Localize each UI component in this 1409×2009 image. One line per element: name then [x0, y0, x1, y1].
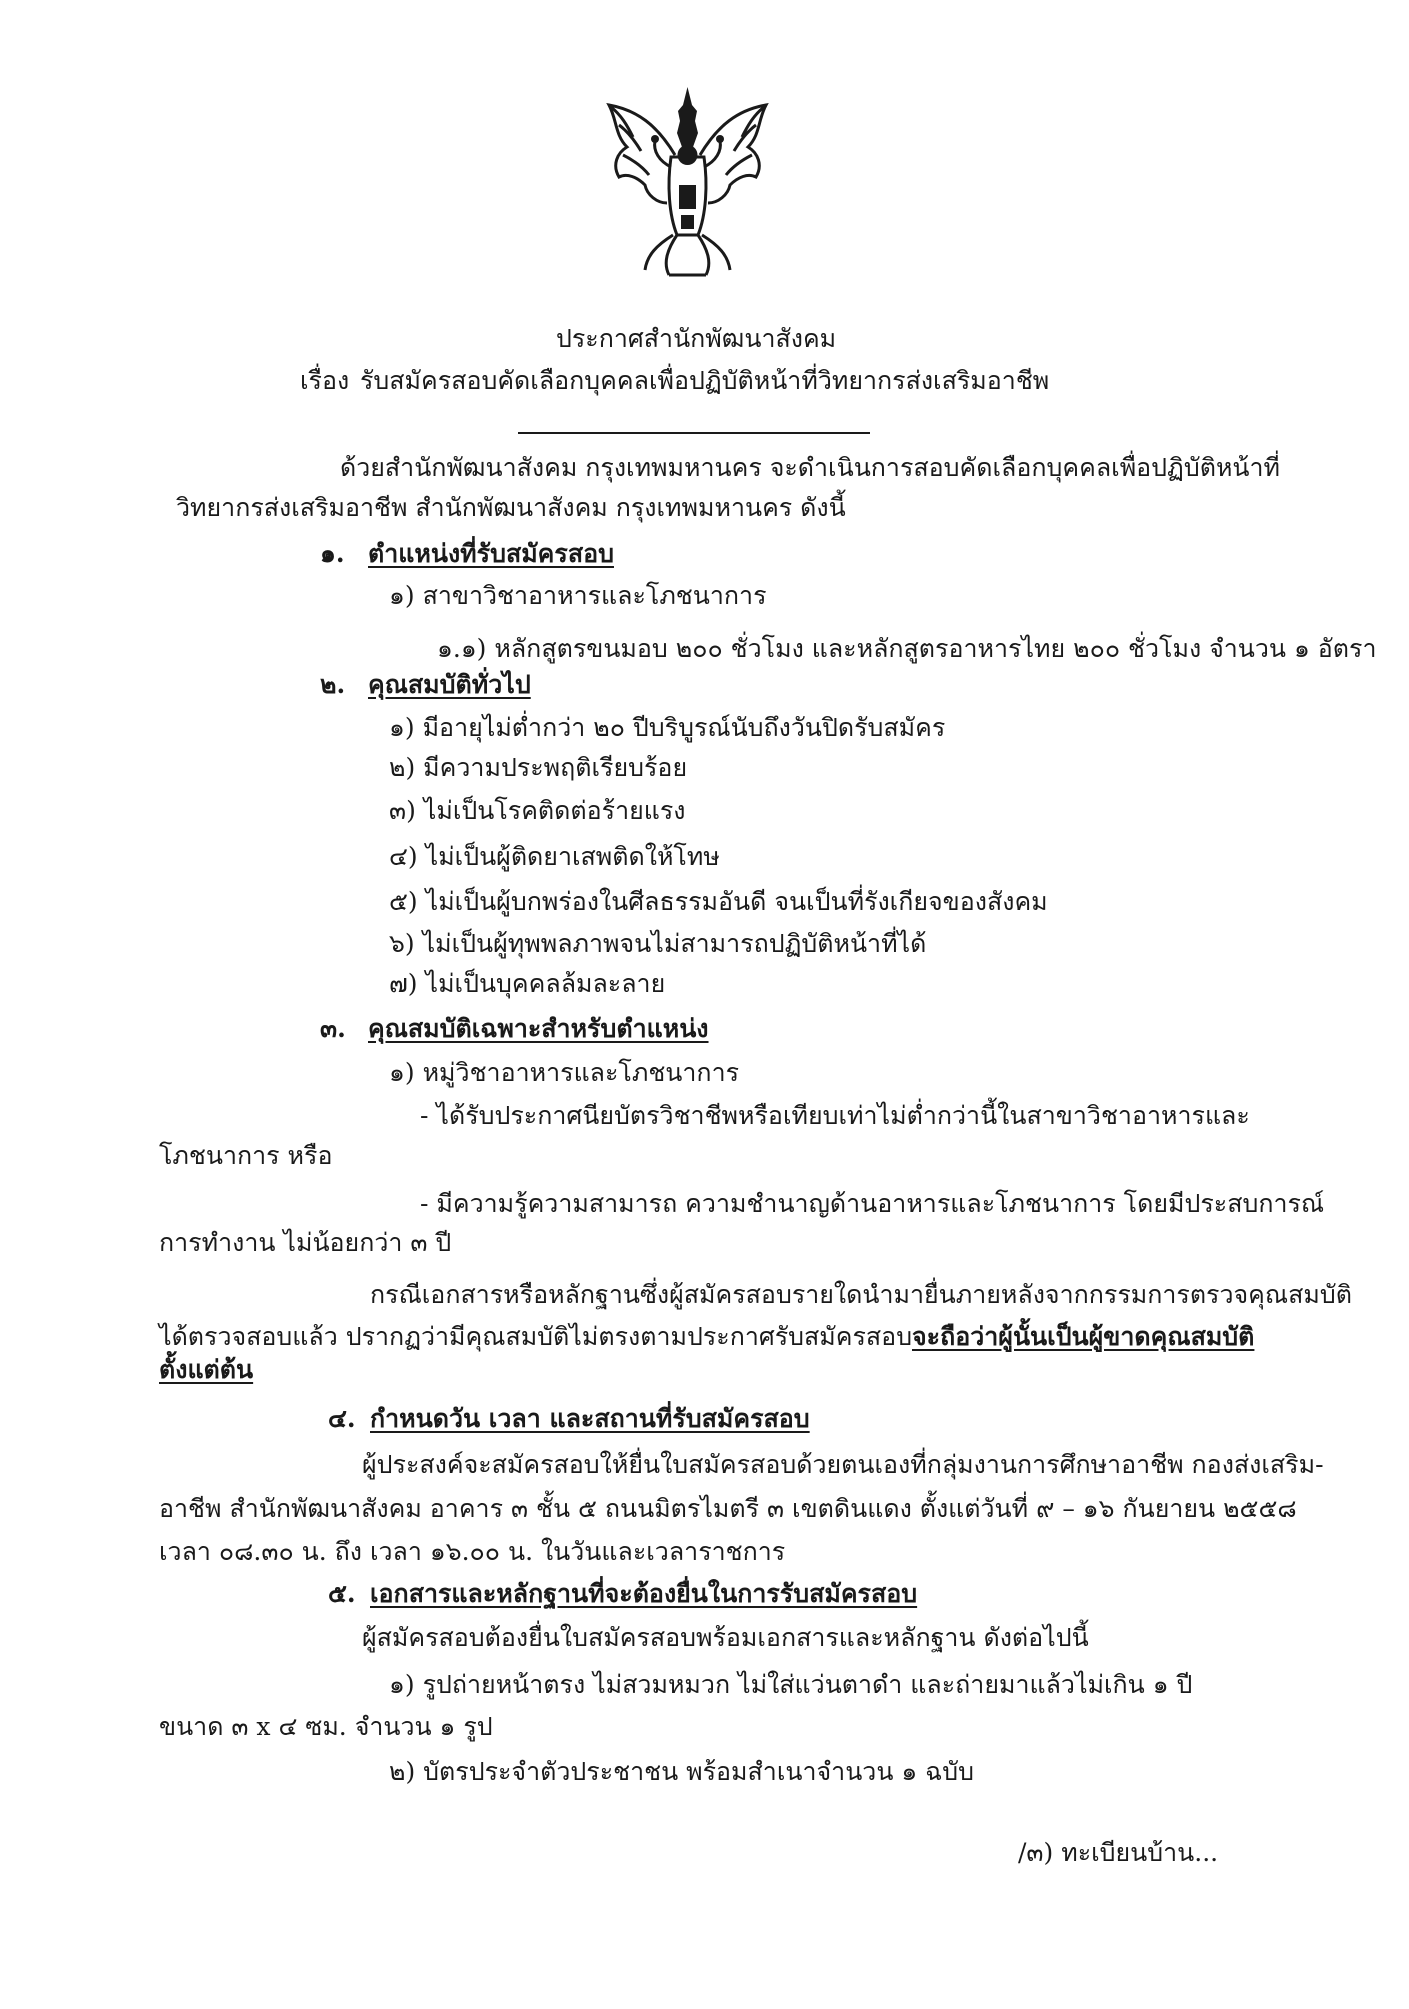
- section-1-item-1: ๑) สาขาวิชาอาหารและโภชนาการ: [389, 581, 767, 610]
- section-3-req-1-line-1: - ได้รับประกาศนียบัตรวิชาชีพหรือเทียบเท่าไม่ต่ำกว่านี้ในสาขาวิชาอาหารและ: [420, 1101, 1250, 1130]
- intro-line-2: วิทยากรส่งเสริมอาชีพ สำนักพัฒนาสังคม กรุงเทพมหานคร ดังนี้: [176, 493, 846, 522]
- section-1-title: ตำแหน่งที่รับสมัครสอบ: [368, 539, 614, 568]
- section-2-title: คุณสมบัติทั่วไป: [368, 670, 531, 699]
- list-item: ๖) ไม่เป็นผู้ทุพพลภาพจนไม่สามารถปฏิบัติหน้าที่ได้: [389, 929, 927, 958]
- list-item: ๗) ไม่เป็นบุคคลล้มละลาย: [389, 969, 666, 998]
- section-2-number: ๒.: [320, 670, 346, 699]
- agency-title: ประกาศสำนักพัฒนาสังคม: [556, 324, 837, 353]
- list-item: ๒) มีความประพฤติเรียบร้อย: [389, 753, 688, 782]
- continuation-note: /๓) ทะเบียนบ้าน...: [1018, 1838, 1219, 1867]
- section-5-number: ๕.: [328, 1579, 356, 1608]
- subject-text: รับสมัครสอบคัดเลือกบุคคลเพื่อปฏิบัติหน้าที่วิทยากรส่งเสริมอาชีพ: [360, 366, 1050, 395]
- list-item: ๔) ไม่เป็นผู้ติดยาเสพติดให้โทษ: [389, 842, 720, 871]
- section-1-item-1-1: ๑.๑) หลักสูตรขนมอบ ๒๐๐ ชั่วโมง และหลักสูตรอาหารไทย ๒๐๐ ชั่วโมง จำนวน ๑ อัตรา: [437, 634, 1377, 663]
- list-item: ๑) มีอายุไม่ต่ำกว่า ๒๐ ปีบริบูรณ์นับถึงวันปิดรับสมัคร: [389, 713, 946, 742]
- section-4-line-2: อาชีพ สำนักพัฒนาสังคม อาคาร ๓ ชั้น ๕ ถนนมิตรไมตรี ๓ เขตดินแดง ตั้งแต่วันที่ ๙ – ๑๖ กันยายน ๒๕๕๘: [159, 1494, 1297, 1523]
- subject-label: เรื่อง: [300, 366, 350, 395]
- section-5-intro: ผู้สมัครสอบต้องยื่นใบสมัครสอบพร้อมเอกสารและหลักฐาน ดังต่อไปนี้: [362, 1623, 1089, 1652]
- section-3-item-1: ๑) หมู่วิชาอาหารและโภชนาการ: [389, 1058, 740, 1087]
- section-4-line-1: ผู้ประสงค์จะสมัครสอบให้ยื่นใบสมัครสอบด้วยตนเองที่กลุ่มงานการศึกษาอาชีพ กองส่งเสริม-: [362, 1450, 1324, 1479]
- section-5-item-2: ๒) บัตรประจำตัวประชาชน พร้อมสำเนาจำนวน ๑ ฉบับ: [389, 1757, 974, 1786]
- section-4-title: กำหนดวัน เวลา และสถานที่รับสมัครสอบ: [370, 1404, 810, 1433]
- section-3-note-emphasis: จะถือว่าผู้นั้นเป็นผู้ขาดคุณสมบัติ: [912, 1322, 1255, 1351]
- section-5-title: เอกสารและหลักฐานที่จะต้องยื่นในการรับสมัครสอบ: [370, 1579, 918, 1608]
- garuda-emblem-icon: [597, 85, 778, 282]
- section-3-req-2-line-2: การทำงาน ไม่น้อยกว่า ๓ ปี: [159, 1228, 452, 1257]
- section-1-number: ๑.: [320, 539, 345, 568]
- section-3-req-2-line-1: - มีความรู้ความสามารถ ความชำนาญด้านอาหารและโภชนาการ โดยมีประสบการณ์: [420, 1189, 1325, 1218]
- section-3-note-emphasis-2: ตั้งแต่ต้น: [159, 1355, 254, 1384]
- intro-line-1: ด้วยสำนักพัฒนาสังคม กรุงเทพมหานคร จะดำเนินการสอบคัดเลือกบุคคลเพื่อปฏิบัติหน้าที่: [340, 453, 1281, 482]
- section-4-line-3: เวลา ๐๘.๓๐ น. ถึง เวลา ๑๖.๐๐ น. ในวันและเวลาราชการ: [159, 1537, 786, 1566]
- section-4-number: ๔.: [328, 1404, 356, 1433]
- section-3-note-line-1: กรณีเอกสารหรือหลักฐานซึ่งผู้สมัครสอบรายใดนำมายื่นภายหลังจากกรรมการตรวจคุณสมบัติ: [370, 1280, 1352, 1309]
- section-3-title: คุณสมบัติเฉพาะสำหรับตำแหน่ง: [368, 1014, 709, 1043]
- list-item: ๕) ไม่เป็นผู้บกพร่องในศีลธรรมอันดี จนเป็นที่รังเกียจของสังคม: [389, 887, 1048, 916]
- section-5-item-1-line-2: ขนาด ๓ x ๔ ซม. จำนวน ๑ รูป: [159, 1712, 493, 1741]
- section-3-req-1-line-2: โภชนาการ หรือ: [159, 1141, 333, 1170]
- section-3-number: ๓.: [320, 1014, 346, 1043]
- list-item: ๓) ไม่เป็นโรคติดต่อร้ายแรง: [389, 796, 686, 825]
- section-5-item-1-line-1: ๑) รูปถ่ายหน้าตรง ไม่สวมหมวก ไม่ใส่แว่นตาดำ และถ่ายมาแล้วไม่เกิน ๑ ปี: [389, 1670, 1193, 1699]
- section-3-note-line-2: ได้ตรวจสอบแล้ว ปรากฏว่ามีคุณสมบัติไม่ตรงตามประกาศรับสมัครสอบ: [159, 1322, 913, 1351]
- header-divider: [518, 432, 870, 434]
